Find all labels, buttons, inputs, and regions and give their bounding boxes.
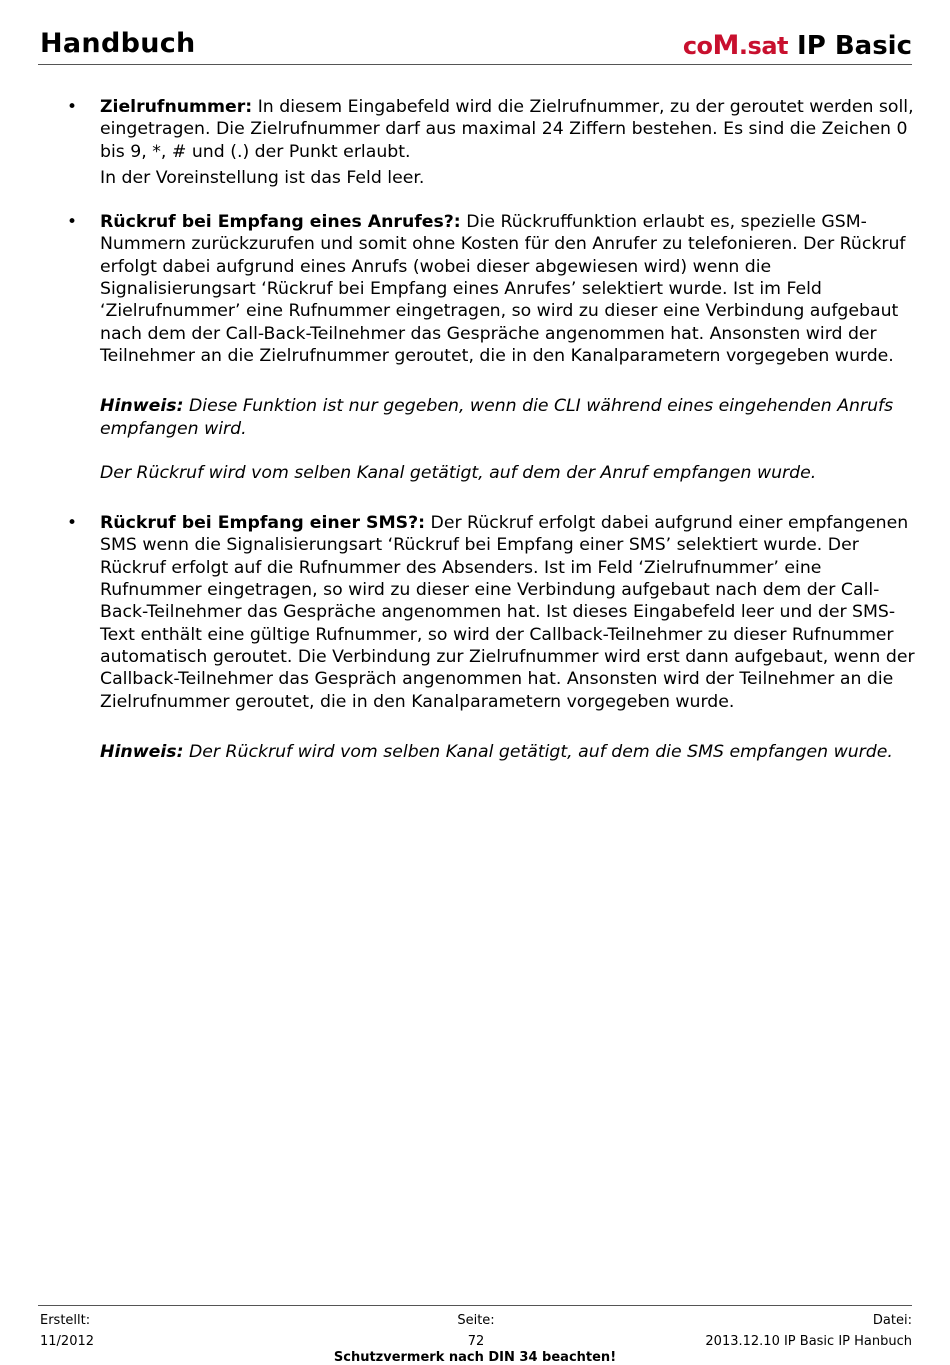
list-item-rueckruf-sms	[67, 512, 915, 763]
file-value: 2013.12.10 IP Basic IP Hanbuch	[705, 1334, 912, 1349]
note-paragraph	[100, 741, 915, 763]
item-term: Zielrufnummer:	[100, 97, 253, 117]
header-title: Handbuch	[40, 28, 196, 59]
note-text: Diese Funktion ist nur gegeben, wenn die CLI während eines eingehenden Anrufs empfangen wird.	[100, 396, 894, 439]
note-text: Der Rückruf wird vom selben Kanal getätigt, auf dem die SMS empfangen wurde.	[183, 741, 893, 762]
list-item-zielrufnummer	[67, 96, 915, 189]
document-body	[67, 96, 915, 763]
page-label: Seite:	[457, 1313, 495, 1328]
brand-product: IP Basic	[788, 31, 912, 61]
item-text: Der Rückruf erfolgt dabei aufgrund einer empfangenen SMS wenn die Signalisierungsart ‘Rückruf bei Empfang einer SMS’ selektiert wurde. Der Rückruf erfolgt auf die Rufnummer des Absenders. Ist im Feld ‘Zielrufnummer’ eine Rufnummer eingetragen, so wird zu dieser eine Verbindung aufgebaut nach dem der Call-Back-Teilnehmer das Gespräche angenommen hat. Ist dieses Eingabefeld leer und der SMS-Text enthält eine gültige Rufnummer, so wird der Callback-Teilnehmer zu dieser Rufnummer automatisch geroutet. Die Verbindung zur Zielrufnummer wird erst dann aufgebaut, wenn der Callback-Teilnehmer das Gespräch angenommen hat. Ansonsten wird der Teilnehmer an die Zielrufnummer geroutet, die in den Kanalparametern vorgegeben wurde.	[100, 513, 915, 712]
footer-file	[705, 1310, 912, 1352]
created-label: Erstellt:	[40, 1313, 91, 1328]
page-footer	[38, 1305, 912, 1363]
note-text: Der Rückruf wird vom selben Kanal getätigt, auf dem der Anruf empfangen wurde.	[100, 462, 817, 483]
bullet: •	[67, 212, 78, 233]
note-label: Hinweis:	[100, 741, 184, 762]
created-value: 11/2012	[40, 1334, 95, 1349]
brand-sat: .sat	[738, 32, 788, 60]
item-text: In diesem Eingabefeld wird die Zielrufnummer, zu der geroutet werden soll, eingetragen. Die Zielrufnummer darf aus maximal 24 Ziffern bestehen. Es sind die Zeichen 0 bis 9, *, # und (.) der Punkt erlaubt.	[100, 97, 914, 162]
bullet: •	[67, 97, 78, 117]
item-text: In der Voreinstellung ist das Feld leer.	[100, 167, 425, 188]
item-term: Rückruf bei Empfang eines Anrufes?:	[100, 212, 461, 233]
brand-co: co	[682, 32, 713, 60]
page-header	[38, 28, 912, 65]
list-item-rueckruf-anruf	[67, 211, 915, 484]
brand-logo	[683, 30, 912, 61]
note-paragraph	[100, 395, 915, 440]
file-label: Datei:	[872, 1313, 912, 1328]
item-term: Rückruf bei Empfang einer SMS?:	[100, 513, 426, 534]
bullet: •	[67, 513, 78, 534]
note-label: Hinweis:	[100, 396, 184, 417]
page-number: 72	[467, 1334, 485, 1349]
protection-notice: Schutzvermerk nach DIN 34 beachten!	[333, 1350, 617, 1365]
item-paragraph	[100, 512, 915, 713]
brand-m: M	[712, 30, 739, 61]
item-text: Die Rückruffunktion erlaubt es, spezielle GSM-Nummern zurückzurufen und somit ohne Kosten für den Anrufer zu telefonieren. Der Rückruf erfolgt dabei aufgrund eines Anrufs (wobei dieser abgewiesen wird) wenn die Signalisierungsart ‘Rückruf bei Empfang eines Anrufes’ selektiert wurde. Ist im Feld ‘Zielrufnummer’ eine Rufnummer eingetragen, so wird zu dieser eine Verbindung aufgebaut nach dem der Call-Back-Teilnehmer das Gespräche angenommen hat. Ansonsten wird der Teilnehmer an die Zielrufnummer geroutet, die in den Kanalparametern vorgegeben wurde.	[100, 212, 906, 366]
item-paragraph	[100, 96, 915, 163]
footer-page	[438, 1310, 514, 1352]
footer-created	[40, 1310, 94, 1352]
item-paragraph	[100, 211, 915, 367]
